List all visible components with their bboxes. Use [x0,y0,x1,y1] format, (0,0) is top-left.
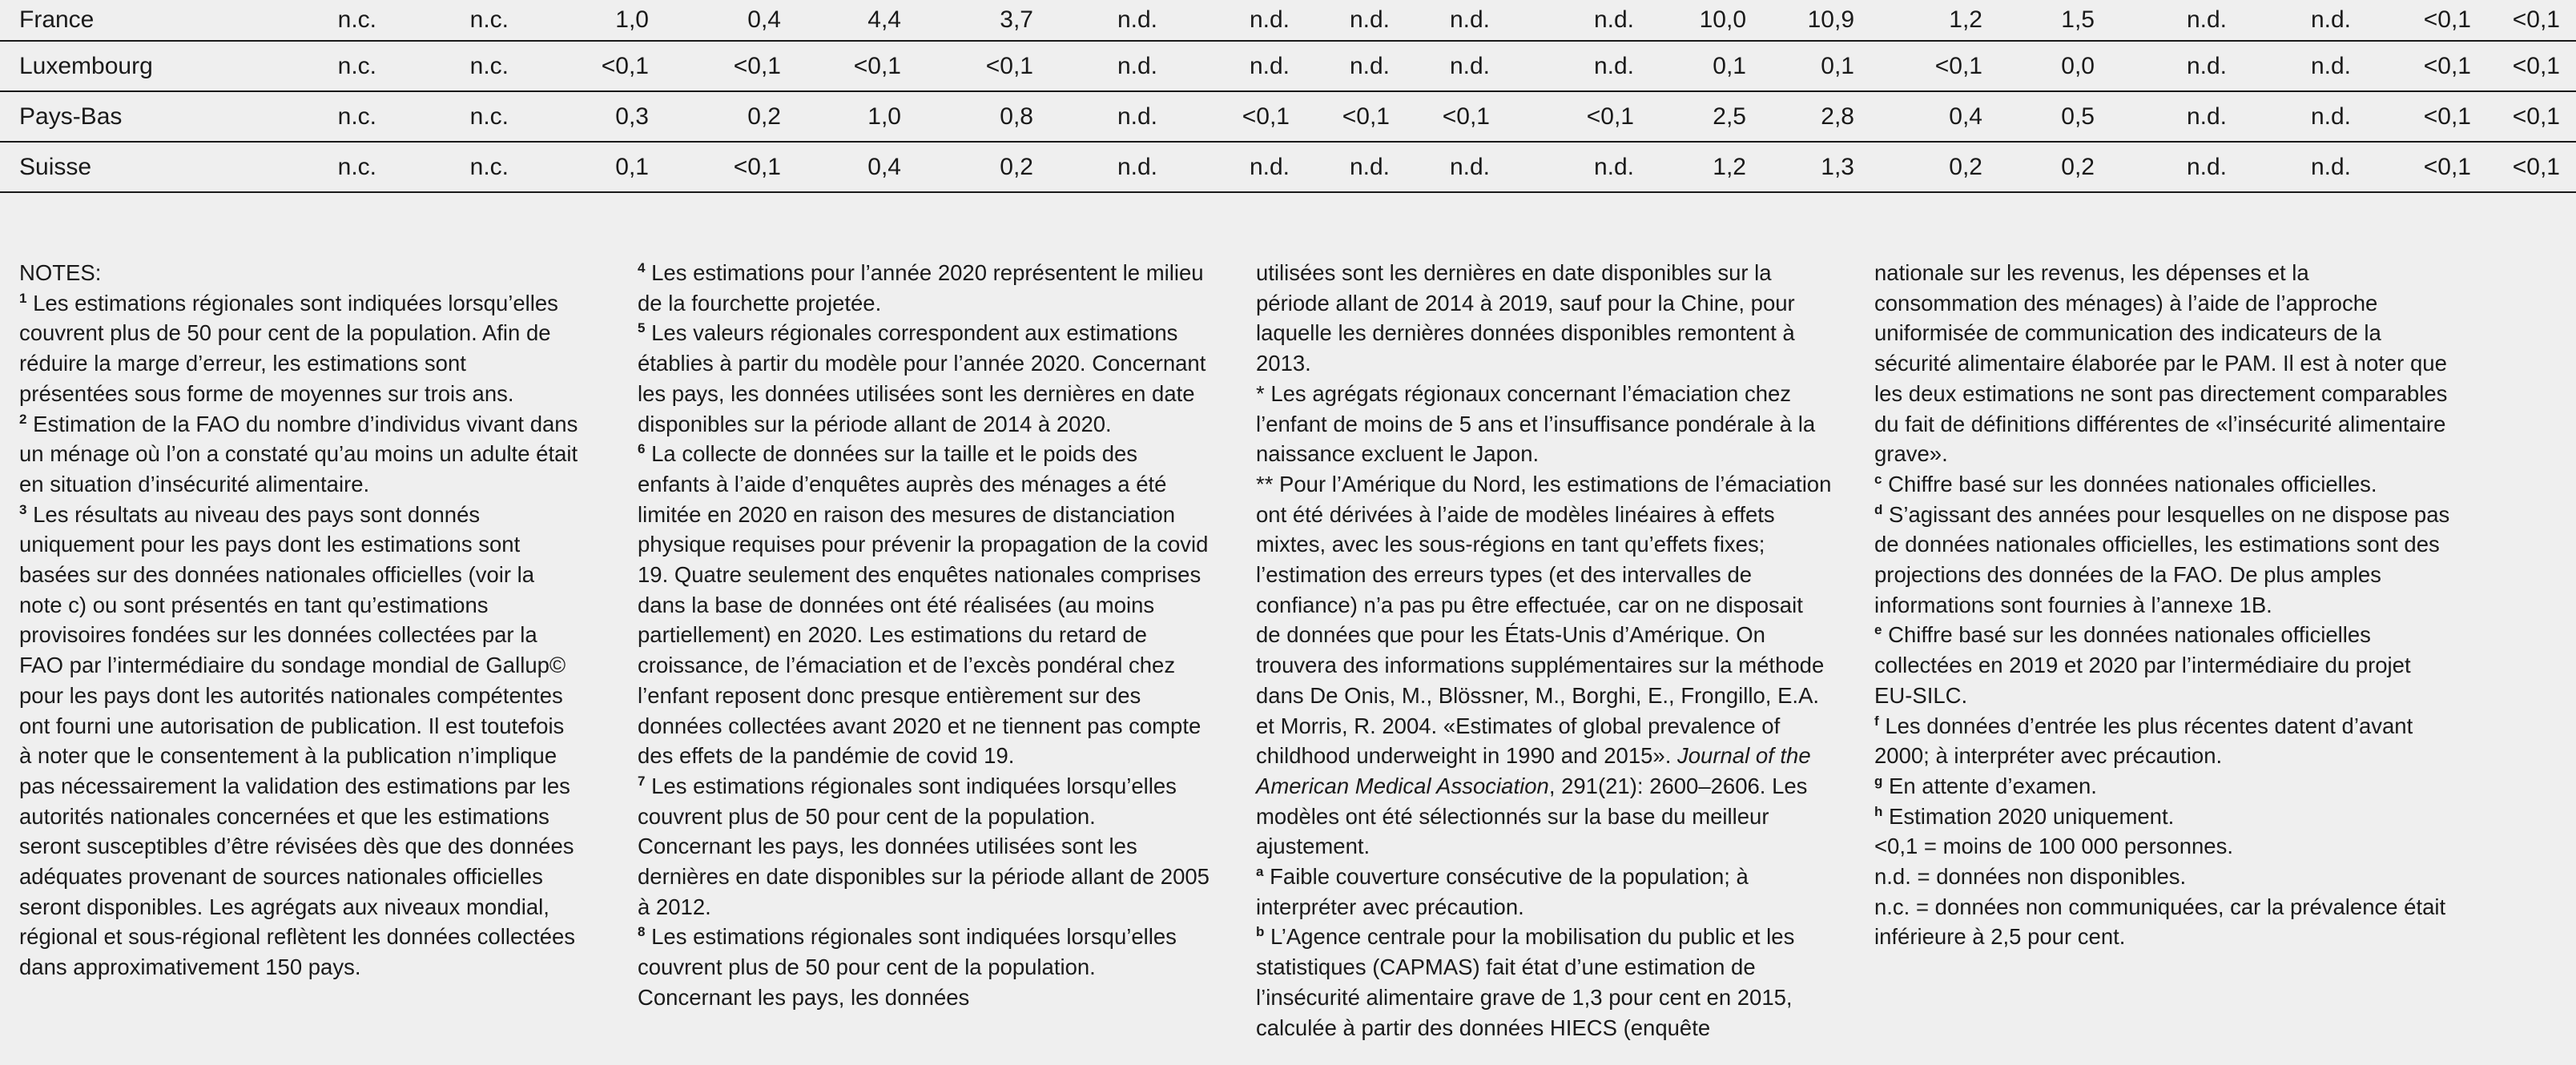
note-text: S’agissant des années pour lesquelles on ne dispose pas de données nationales officielles, les estimations sont des projections des données de la FAO. De plus amples informations sont fournies à l’annexe 1B. [1874,501,2450,617]
table-cell: 0,4 [665,0,797,41]
table-cell: n.d. [1406,142,1506,192]
table-cell: n.d. [1049,0,1173,41]
note-text: Chiffre basé sur les données nationales officielles collectées en 2019 et 2020 par l’intermédiaire du projet EU-SILC. [1874,622,2411,708]
note-paragraph [1874,771,2451,802]
table-row [0,41,2576,91]
table-cell: <0,1 [2367,0,2487,41]
table-cell: 0,2 [665,91,797,142]
table-cell: n.d. [2111,142,2243,192]
table-cell: <0,1 [665,41,797,91]
table-cell: 0,0 [1998,41,2111,91]
note-text: L’Agence centrale pour la mobilisation du public et les statistiques (CAPMAS) fait état d’une estimation de l’insécurité alimentaire grave de 1,3 pour cent en 2015, calculée à partir des données HIECS (enquête [1256,924,1795,1040]
country-name: France [0,0,288,41]
note-paragraph [1874,500,2451,621]
note-paragraph [19,409,580,500]
table-row [0,142,2576,192]
table-cell: 0,3 [525,91,665,142]
table-cell: <0,1 [797,41,917,91]
table-row [0,91,2576,142]
table-cell: n.d. [2243,142,2367,192]
note-paragraph [1874,831,2451,862]
note-marker: b [1256,924,1265,940]
table-cell: 0,8 [917,91,1049,142]
note-paragraph [1874,469,2451,500]
table-cell: <0,1 [1406,91,1506,142]
table-cell: <0,1 [2487,0,2576,41]
note-paragraph [19,500,580,983]
table-cell: n.c. [288,91,392,142]
note-text: n.c. = données non communiquées, car la prévalence était inférieure à 2,5 pour cent. [1874,894,2446,950]
table-cell: 0,2 [1870,142,1998,192]
table-cell: n.d. [1306,41,1406,91]
table-cell: n.c. [392,41,525,91]
table-cell: 2,8 [1762,91,1870,142]
note-marker: 2 [19,411,27,427]
table-cell: 0,2 [917,142,1049,192]
country-name: Pays-Bas [0,91,288,142]
table-cell: n.d. [2111,41,2243,91]
note-paragraph [1874,892,2451,952]
table-cell: <0,1 [917,41,1049,91]
table-cell: n.d. [1049,41,1173,91]
note-marker: g [1874,773,1883,789]
table-cell: <0,1 [2367,91,2487,142]
data-table [0,0,2576,193]
note-paragraph [19,258,580,288]
note-marker: 1 [19,290,27,306]
table-cell: n.c. [392,142,525,192]
table-cell: n.d. [1306,142,1406,192]
table-cell: <0,1 [525,41,665,91]
note-marker: 7 [638,773,646,789]
note-marker: c [1874,471,1882,487]
note-marker: 4 [638,259,646,275]
note-text: Estimation 2020 uniquement. [1889,803,2175,829]
note-marker: e [1874,622,1882,638]
note-marker: h [1874,803,1883,819]
note-text: Les valeurs régionales correspondent aux estimations établies à partir du modèle pour l’année 2020. Concernant les pays, les données utilisées sont les dernières en date disponibles sur la période allant de 2014 à 2020. [638,320,1206,436]
table-cell: <0,1 [1506,91,1650,142]
note-paragraph [638,439,1214,771]
country-name: Luxembourg [0,41,288,91]
note-text: Les estimations régionales sont indiquées lorsqu’elles couvrent plus de 50 pour cent de la population. Concernant les pays, les données [638,924,1177,1010]
table-cell: n.d. [1506,41,1650,91]
notes-column-3 [1256,258,1833,1043]
table-cell: n.d. [1049,91,1173,142]
country-name: Suisse [0,142,288,192]
note-paragraph [1256,469,1833,862]
table-cell: <0,1 [2487,91,2576,142]
table-cell: n.c. [288,0,392,41]
note-text: nationale sur les revenus, les dépenses et la consommation des ménages) à l’aide de l’approche uniformisée de communication des indicateurs de la sécurité alimentaire élaborée par le PAM. Il est à noter que les deux estimations ne sont pas directement comparables du fait de définitions différentes de «l’insécurité alimentaire grave». [1874,260,2448,467]
note-text: <0,1 = moins de 100 000 personnes. [1874,834,2233,859]
table-cell: n.d. [1406,41,1506,91]
table-cell: 10,0 [1650,0,1762,41]
note-paragraph [638,922,1214,1012]
table-cell: 1,2 [1650,142,1762,192]
table-cell: n.d. [1173,41,1306,91]
table-cell: 4,4 [797,0,917,41]
note-marker: 3 [19,501,27,517]
note-text: n.d. = données non disponibles. [1874,864,2187,890]
note-text: La collecte de données sur la taille et le poids des enfants à l’aide d’enquêtes auprès des ménages a été limitée en 2020 en raison des mesures de distanciation physique requises pour prévenir la propagation de la covid 19. Quatre seulement des enquêtes nationales comprises dans la base de données ont été réalisées (au moins partiellement) en 2020. Les estimations du retard de croissance, de l’émaciation et de l’excès pondéral chez l’enfant reposent donc presque entièrement sur des données collectées avant 2020 et ne tiennent pas compte des effets de la pandémie de covid 19. [638,441,1209,769]
notes-column-2 [638,258,1214,1013]
table-cell: 1,0 [525,0,665,41]
note-text: Estimation de la FAO du nombre d’individus vivant dans un ménage où l’on a constaté qu’au moins un adulte était en situation d’insécurité alimentaire. [19,411,578,496]
note-text: Les estimations régionales sont indiquées lorsqu’elles couvrent plus de 50 pour cent de la population. Afin de réduire la marge d’erreur, les estimations sont présentées sous forme de moyennes sur trois ans. [19,290,558,406]
note-paragraph [638,771,1214,922]
table-cell: <0,1 [2487,142,2576,192]
table-cell: n.d. [1049,142,1173,192]
note-marker: 5 [638,320,646,336]
table-cell: n.d. [2111,0,2243,41]
note-text: Les résultats au niveau des pays sont donnés uniquement pour les pays dont les estimations sont basées sur des données nationales officielles (voir la note c) ou sont présentés en tant qu’estimations provisoires fondées sur les données collectées par la FAO par l’intermédiaire du sondage mondial de Gallup© pour les pays dont les autorités nationales compétentes ont fourni une autorisation de publication. Il est toutefois à noter que le consentement à la publication n’implique pas nécessairement la validation des estimations par les autorités nationales concernées et que les estimations seront susceptibles d’être révisées dès que des données adéquates provenant de sources nationales officielles seront disponibles. Les agrégats aux niveaux mondial, régional et sous-régional reflètent les données collectées dans approximativement 150 pays. [19,501,576,980]
note-marker: 8 [638,924,646,940]
table-cell: 10,9 [1762,0,1870,41]
table-cell: 0,1 [1762,41,1870,91]
table-cell: 0,2 [1998,142,2111,192]
table-row [0,0,2576,41]
table-cell: 0,5 [1998,91,2111,142]
table-cell: <0,1 [665,142,797,192]
table-cell: n.d. [1173,0,1306,41]
note-paragraph [1256,379,1833,469]
note-paragraph [1256,862,1833,922]
note-text: ** Pour l’Amérique du Nord, les estimations de l’émaciation ont été dérivées à l’aide de modèles linéaires à effets mixtes, avec les sous-régions en tant qu’effets fixes; l’estimation des erreurs types (et des intervalles de confiance) n’a pas pu être effectuée, car on ne disposait de données que pour les États-Unis d’Amérique. On trouvera des informations supplémentaires sur la méthode dans De Onis, M., Blössner, M., Borghi, E., Frongillo, E.A. et Morris, R. 2004. «Estimates of global prevalence of childhood underweight in 1990 and 2015». [1256,471,1832,769]
table-cell: <0,1 [2367,142,2487,192]
note-paragraph [1874,258,2451,469]
table-cell: n.d. [1506,0,1650,41]
note-text: Chiffre basé sur les données nationales officielles. [1888,471,2377,496]
note-paragraph [19,288,580,409]
note-paragraph [638,318,1214,439]
table-cell: 1,5 [1998,0,2111,41]
table-cell: n.d. [2243,91,2367,142]
table-cell: 1,2 [1870,0,1998,41]
table-cell: 2,5 [1650,91,1762,142]
table-cell: n.d. [1173,142,1306,192]
table-cell: n.c. [288,41,392,91]
notes-column-1 [19,258,580,983]
table-cell: <0,1 [2367,41,2487,91]
note-text: * Les agrégats régionaux concernant l’émaciation chez l’enfant de moins de 5 ans et l’insuffisance pondérale à la naissance excluent le Japon. [1256,380,1816,467]
note-paragraph [1874,802,2451,832]
note-paragraph [1874,620,2451,710]
table-cell: n.d. [2243,41,2367,91]
table-cell: n.d. [2243,0,2367,41]
note-paragraph [1874,711,2451,771]
table-cell: <0,1 [2487,41,2576,91]
notes-column-4 [1874,258,2451,952]
table-cell: 1,3 [1762,142,1870,192]
note-text: Les estimations régionales sont indiquées lorsqu’elles couvrent plus de 50 pour cent de la population. Concernant les pays, les données utilisées sont les dernières en date disponibles sur la période allant de 2005 à 2012. [638,773,1210,919]
table-cell: n.d. [1306,0,1406,41]
note-marker: a [1256,863,1264,879]
note-text: NOTES: [19,260,102,285]
note-text: Les données d’entrée les plus récentes datent d’avant 2000; à interpréter avec précaution. [1874,713,2413,769]
note-paragraph [1874,862,2451,892]
table-cell: 0,4 [797,142,917,192]
table-cell: <0,1 [1306,91,1406,142]
table-cell: n.c. [392,91,525,142]
journal-title: Journal of the American Medical Association [1256,743,1811,798]
note-paragraph [638,258,1214,318]
note-marker: d [1874,501,1883,517]
note-paragraph [1256,922,1833,1043]
table-cell: 0,1 [525,142,665,192]
note-text: utilisées sont les dernières en date disponibles sur la période allant de 2014 à 2019, sauf pour la Chine, pour laquelle les dernières données disponibles remontent à 2013. [1256,260,1795,376]
table-cell: <0,1 [1870,41,1998,91]
table-cell: 0,4 [1870,91,1998,142]
table-cell: n.c. [392,0,525,41]
table-cell: <0,1 [1173,91,1306,142]
table-cell: n.d. [2111,91,2243,142]
note-marker: 6 [638,441,646,457]
table-cell: n.d. [1406,0,1506,41]
note-paragraph [1256,258,1833,379]
table-cell: n.c. [288,142,392,192]
note-text: Les estimations pour l’année 2020 représentent le milieu de la fourchette projetée. [638,260,1204,315]
table-cell: 1,0 [797,91,917,142]
note-marker: f [1874,713,1879,729]
table-cell: 0,1 [1650,41,1762,91]
table-cell: 3,7 [917,0,1049,41]
note-text: En attente d’examen. [1889,773,2097,798]
table-cell: n.d. [1506,142,1650,192]
note-text: Faible couverture consécutive de la population; à interpréter avec précaution. [1256,864,1749,919]
note-text: , 291(21): 2600–2606. Les modèles ont été sélectionnés sur la base du meilleur ajustement. [1256,773,1808,859]
